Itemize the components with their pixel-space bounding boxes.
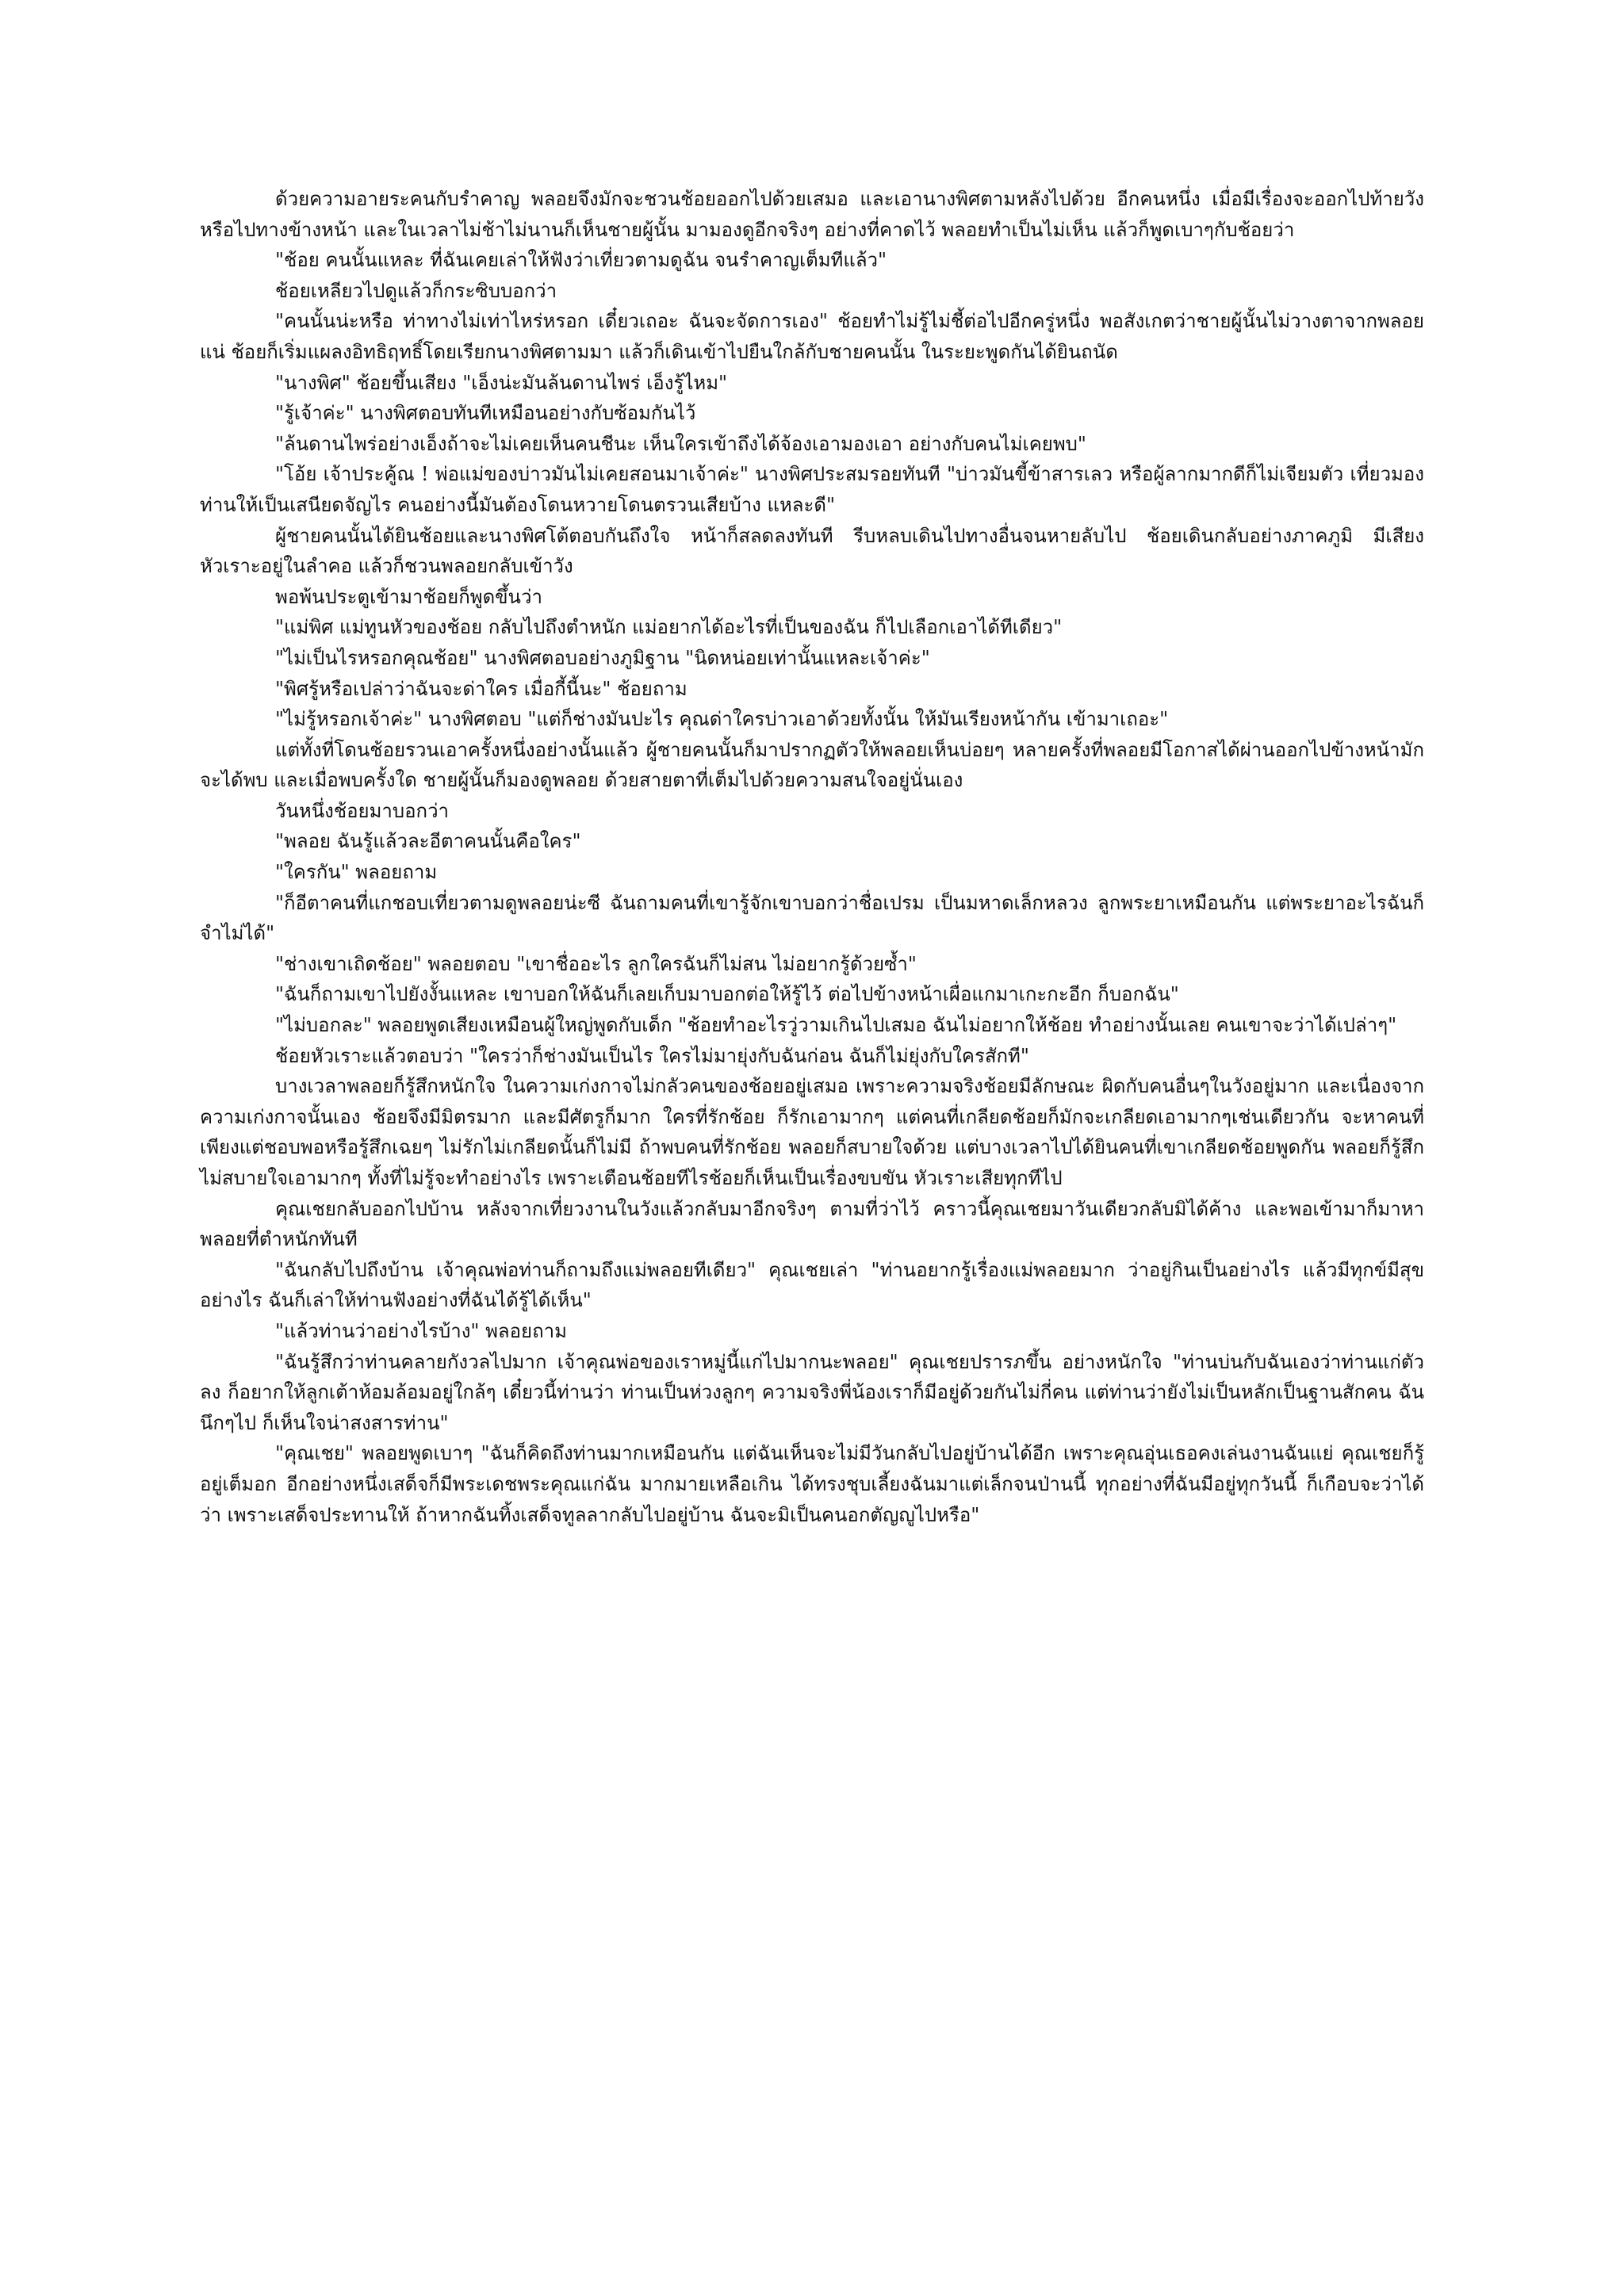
paragraph-9: ผู้ชายคนนั้นได้ยินช้อยและนางพิศโต้ตอบกันถึงใจ หน้าก็สลดลงทันที รีบหลบเดินไปทางอื่นจนหายลับไป ช้อยเดินกลับอย่างภาคภูมิ มีเสียงหัวเราะอยู่ในลำคอ แล้วก็ชวนพลอยกลับเข้าวัง bbox=[200, 524, 1424, 578]
paragraph-18: "ใครกัน" พลอยถาม bbox=[275, 861, 438, 884]
paragraph-21: "ฉันก็ถามเขาไปยังงั้นแหละ เขาบอกให้ฉันก็เลยเก็บมาบอกต่อให้รู้ไว้ ต่อไปข้างหน้าเผื่อแกมาเกะกะอีก ก็บอกฉัน" bbox=[275, 983, 1179, 1006]
paragraph-7: "ล้นดานไพร่อย่างเอ็งถ้าจะไม่เคยเห็นคนชีนะ เห็นใครเข้าถึงได้จ้องเอามองเอา อย่างกับคนไม่เคยพบ" bbox=[275, 432, 1086, 455]
paragraph-23: ช้อยหัวเราะแล้วตอบว่า "ใครว่าก็ช่างมันเป็นไร ใครไม่มายุ่งกับฉันก่อน ฉันก็ไม่ยุ่งกับใครสักที" bbox=[275, 1044, 1029, 1067]
paragraph-26: "ฉันกลับไปถึงบ้าน เจ้าคุณพ่อท่านก็ถามถึงแม่พลอยทีเดียว" คุณเชยเล่า "ท่านอยากรู้เรื่องแม่พลอยมาก ว่าอยู่กินเป็นอย่างไร แล้วมีทุกข์มีสุขอย่างไร ฉันก็เล่าให้ท่านฟังอย่างที่ฉันได้รู้ได้เห็น" bbox=[200, 1258, 1424, 1312]
paragraph-19: "ก็อีตาคนที่แกชอบเที่ยวตามดูพลอยน่ะซี ฉันถามคนที่เขารู้จักเขาบอกว่าชื่อเปรม เป็นมหาดเล็กหลวง ลูกพระยาเหมือนกัน แต่พระยาอะไรฉันก็จำไม่ได้" bbox=[200, 891, 1424, 945]
paragraph-5: "นางพิศ" ช้อยขึ้นเสียง "เอ็งน่ะมันล้นดานไพร่ เอ็งรู้ไหม" bbox=[275, 371, 728, 394]
paragraph-10: พอพ้นประตูเข้ามาช้อยก็พูดขึ้นว่า bbox=[275, 585, 542, 608]
paragraph-13: "พิศรู้หรือเปล่าว่าฉันจะด่าใคร เมื่อกี้นี้นะ" ช้อยถาม bbox=[275, 677, 688, 700]
paragraph-22: "ไม่บอกละ" พลอยพูดเสียงเหมือนผู้ใหญ่พูดกับเด็ก "ช้อยทำอะไรวู่วามเกินไปเสมอ ฉันไม่อยากให้ช้อย ทำอย่างนั้นเลย คนเขาจะว่าได้เปล่าๆ" bbox=[275, 1014, 1397, 1037]
paragraph-11: "แม่พิศ แม่ทูนหัวของช้อย กลับไปถึงตำหนัก แม่อยากได้อะไรที่เป็นของฉัน ก็ไปเลือกเอาได้ทีเดียว" bbox=[275, 616, 1063, 639]
paragraph-25: คุณเชยกลับออกไปบ้าน หลังจากเที่ยวงานในวังแล้วกลับมาอีกจริงๆ ตามที่ว่าไว้ คราวนี้คุณเชยมาวันเดียวกลับมิได้ค้าง และพอเข้ามาก็มาหาพลอยที่ตำหนักทันที bbox=[200, 1197, 1424, 1251]
paragraph-1: ด้วยความอายระคนกับรำคาญ พลอยจึงมักจะชวนช้อยออกไปด้วยเสมอ และเอานางพิศตามหลังไปด้วย อีกคนหนึ่ง เมื่อมีเรื่องจะออกไปท้ายวังหรือไปทางข้างหน้า และในเวลาไม่ช้าไม่นานก็เห็นชายผู้นั้น มามองดูอีกจริงๆ อย่างที่คาดไว้ พลอยทำเป็นไม่เห็น แล้วก็พูดเบาๆกับช้อยว่า bbox=[200, 188, 1424, 241]
paragraph-28: "ฉันรู้สึกว่าท่านคลายกังวลไปมาก เจ้าคุณพ่อของเราหมู่นี้แก่ไปมากนะพลอย" คุณเชยปรารภขึ้น อย่างหนักใจ "ท่านบ่นกับฉันเองว่าท่านแก่ตัวลง ก็อยากให้ลูกเต้าห้อมล้อมอยู่ใกล้ๆ เดี๋ยวนี้ท่านว่า ท่านเป็นห่วงลูกๆ ความจริงพี่น้องเราก็มีอยู่ด้วยกันไม่กี่คน แต่ท่านว่ายังไม่เป็นหลักเป็นฐานสักคน ฉันนึกๆไป ก็เห็นใจน่าสงสารท่าน" bbox=[200, 1350, 1424, 1434]
paragraph-12: "ไม่เป็นไรหรอกคุณช้อย" นางพิศตอบอย่างภูมิฐาน "นิดหน่อยเท่านั้นแหละเจ้าค่ะ" bbox=[275, 646, 930, 669]
paragraph-3: ช้อยเหลียวไปดูแล้วก็กระซิบบอกว่า bbox=[275, 279, 557, 302]
paragraph-14: "ไม่รู้หรอกเจ้าค่ะ" นางพิศตอบ "แต่ก็ช่างมันปะไร คุณด่าใครบ่าวเอาด้วยทั้งนั้น ให้มันเรียงหน้ากัน เข้ามาเถอะ" bbox=[275, 708, 1169, 731]
document-page bbox=[200, 184, 1424, 1530]
paragraph-4: "คนนั้นน่ะหรือ ท่าทางไม่เท่าไหร่หรอก เดี๋ยวเถอะ ฉันจะจัดการเอง" ช้อยทำไม่รู้ไม่ชี้ต่อไปอีกครู่หนึ่ง พอสังเกตว่าชายผู้นั้นไม่วางตาจากพลอยแน่ ช้อยก็เริ่มแผลงอิทธิฤทธิ์โดยเรียกนางพิศตามมา แล้วก็เดินเข้าไปยืนใกล้กับชายคนนั้น ในระยะพูดกันได้ยินถนัด bbox=[200, 310, 1424, 363]
paragraph-27: "แล้วท่านว่าอย่างไรบ้าง" พลอยถาม bbox=[275, 1319, 567, 1342]
paragraph-8: "โอ้ย เจ้าประคู้ณ ! พ่อแม่ของบ่าวมันไม่เคยสอนมาเจ้าค่ะ" นางพิศประสมรอยทันที "บ่าวมันขี้ข้าสารเลว หรือผู้ลากมากดีก็ไม่เจียมตัว เที่ยวมองท่านให้เป็นเสนียดจัญไร คนอย่างนี้มันต้องโดนหวายโดนตรวนเสียบ้าง แหละดี" bbox=[200, 463, 1424, 516]
paragraph-29: "คุณเชย" พลอยพูดเบาๆ "ฉันก็คิดถึงท่านมากเหมือนกัน แต่ฉันเห็นจะไม่มีวันกลับไปอยู่บ้านได้อีก เพราะคุณอุ่นเธอคงเล่นงานฉันแย่ คุณเชยก็รู้อยู่เต็มอก อีกอย่างหนึ่งเสด็จก็มีพระเดชพระคุณแก่ฉัน มากมายเหลือเกิน ได้ทรงชุบเลี้ยงฉันมาแต่เล็กจนป่านนี้ ทุกอย่างที่ฉันมีอยู่ทุกวันนี้ ก็เกือบจะว่าได้ว่า เพราะเสด็จประทานให้ ถ้าหากฉันทิ้งเสด็จทูลลากลับไปอยู่บ้าน ฉันจะมิเป็นคนอกตัญญูไปหรือ" bbox=[200, 1442, 1424, 1526]
paragraph-20: "ช่างเขาเถิดช้อย" พลอยตอบ "เขาชื่ออะไร ลูกใครฉันก็ไม่สน ไม่อยากรู้ด้วยซ้ำ" bbox=[275, 952, 917, 975]
paragraph-15: แต่ทั้งที่โดนช้อยรวนเอาครั้งหนึ่งอย่างนั้นแล้ว ผู้ชายคนนั้นก็มาปรากฏตัวให้พลอยเห็นบ่อยๆ หลายครั้งที่พลอยมีโอกาสได้ผ่านออกไปข้างหน้ามักจะได้พบ และเมื่อพบครั้งใด ชายผู้นั้นก็มองดูพลอย ด้วยสายตาที่เต็มไปด้วยความสนใจอยู่นั่นเอง bbox=[200, 738, 1424, 792]
paragraph-17: "พลอย ฉันรู้แล้วละอีตาคนนั้นคือใคร" bbox=[275, 830, 581, 853]
paragraph-2: "ช้อย คนนั้นแหละ ที่ฉันเคยเล่าให้ฟังว่าเที่ยวตามดูฉัน จนรำคาญเต็มทีแล้ว" bbox=[275, 249, 887, 272]
paragraph-16: วันหนึ่งช้อยมาบอกว่า bbox=[275, 799, 450, 822]
paragraph-24: บางเวลาพลอยก็รู้สึกหนักใจ ในความเก่งกาจไม่กลัวคนของช้อยอยู่เสมอ เพราะความจริงช้อยมีลักษณะ ผิดกับคนอื่นๆในวังอยู่มาก และเนื่องจากความเก่งกาจนั้นเอง ช้อยจึงมีมิตรมาก และมีศัตรูก็มาก ใครที่รักช้อย ก็รักเอามากๆ แต่คนที่เกลียดช้อยก็มักจะเกลียดเอามากๆเช่นเดียวกัน จะหาคนที่เพียงแต่ชอบพอหรือรู้สึกเฉยๆ ไม่รักไม่เกลียดนั้นก็ไม่มี ถ้าพบคนที่รักช้อย พลอยก็สบายใจด้วย แต่บางเวลาไปได้ยินคนที่เขาเกลียดช้อยพูดกัน พลอยก็รู้สึกไม่สบายใจเอามากๆ ทั้งที่ไม่รู้จะทำอย่างไร เพราะเตือนช้อยทีไรช้อยก็เห็นเป็นเรื่องขบขัน หัวเราะเสียทุกทีไป bbox=[200, 1075, 1424, 1189]
paragraph-6: "รู้เจ้าค่ะ" นางพิศตอบทันทีเหมือนอย่างกับซ้อมกันไว้ bbox=[275, 402, 696, 425]
